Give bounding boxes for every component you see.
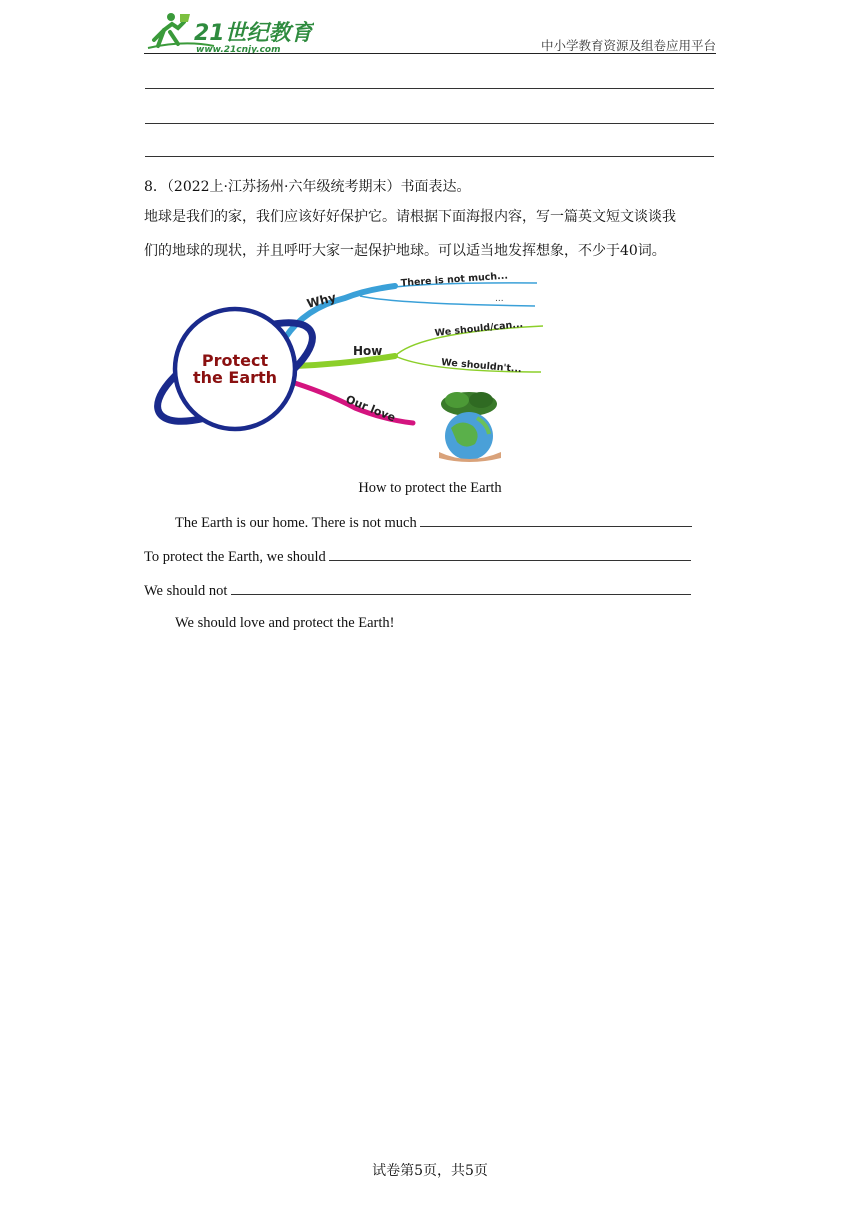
branch-why: Why: [305, 290, 338, 311]
site-logo: [144, 10, 314, 54]
how-item: We should/can...: [434, 318, 524, 339]
answer-line[interactable]: [145, 123, 714, 124]
page-number: 试卷第5页，共5页: [372, 1163, 488, 1179]
center-label: the Earth: [192, 368, 278, 387]
essay-line-3: [144, 581, 691, 600]
essay-text: We should not: [144, 583, 228, 599]
why-item: ...: [495, 294, 504, 304]
essay-text: To protect the Earth, we should: [144, 549, 326, 565]
platform-name: 中小学教育资源及组卷应用平台: [540, 38, 716, 53]
question-heading: [144, 176, 470, 196]
answer-line[interactable]: [145, 156, 714, 157]
question-source: （2022上·江苏扬州·六年级统考期末）书面表达。: [166, 179, 471, 195]
answer-line[interactable]: [145, 88, 714, 89]
svg-text:www.21cnjy.com: www.21cnjy.com: [196, 45, 281, 54]
instruction-line: 地球是我们的家，我们应该好好保护它。请根据下面海报内容，写一篇英文短文谈谈我: [144, 209, 676, 225]
fill-in-blank[interactable]: [231, 581, 691, 595]
essay-title: How to protect the Earth: [358, 480, 502, 496]
instruction-line: 们的地球的现状，并且呼吁大家一起保护地球。可以适当地发挥想象，不少于40词。: [144, 243, 666, 259]
question-number: 8．: [144, 179, 167, 195]
page-header: [144, 10, 716, 56]
why-item: There is not much...: [400, 270, 509, 289]
fill-in-blank[interactable]: [420, 513, 692, 527]
branch-how: How: [353, 344, 383, 358]
svg-text:21世纪教育: 21世纪教育: [194, 21, 313, 46]
essay-text: The Earth is our home. There is not much: [175, 515, 417, 531]
center-label: Protect: [201, 351, 269, 370]
branch-our-love: Our love: [343, 392, 398, 425]
essay-line-2: [144, 547, 691, 566]
header-divider: [144, 53, 716, 54]
how-item: We shouldn't...: [440, 357, 523, 376]
essay-line-1: [175, 513, 692, 532]
fill-in-blank[interactable]: [329, 547, 691, 561]
protect-earth-mindmap: [145, 268, 545, 463]
tree-globe-illustration: [439, 392, 501, 462]
essay-closing: We should love and protect the Earth!: [175, 615, 395, 631]
